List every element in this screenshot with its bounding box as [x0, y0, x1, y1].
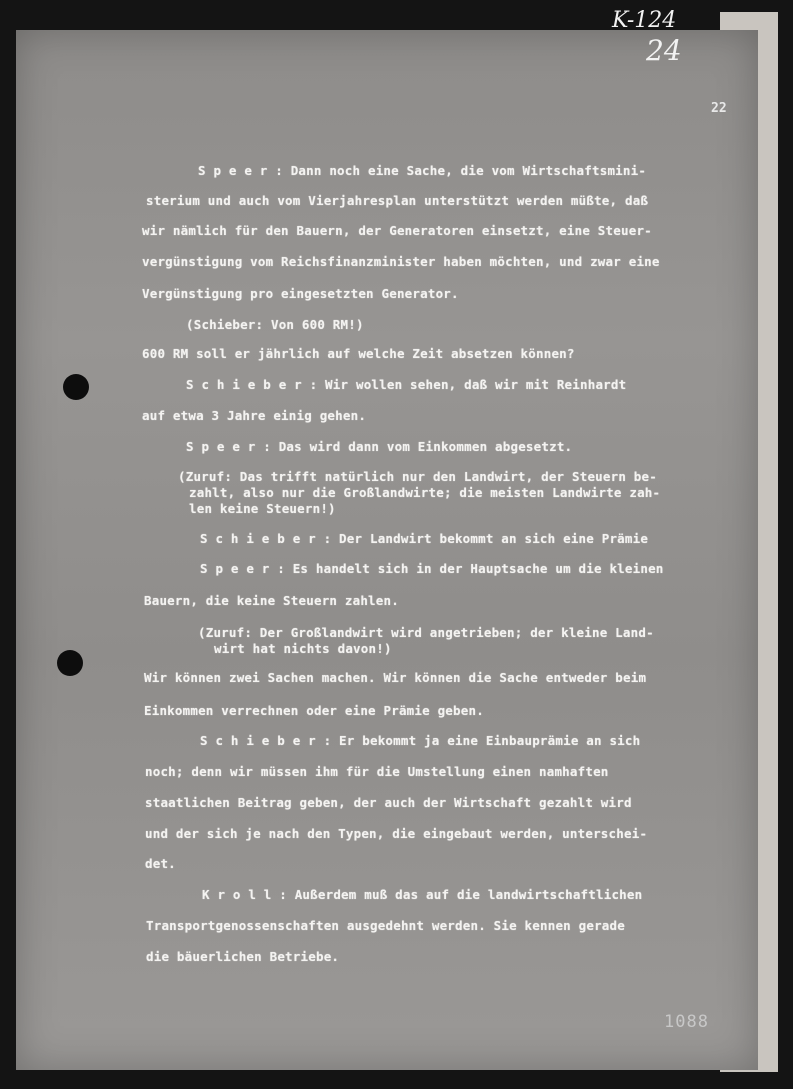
stamp-number: 1088: [664, 1012, 709, 1032]
text-line: Wir können zwei Sachen machen. Wir können die Sache entweder beim: [144, 670, 647, 685]
text-line: Bauern, die keine Steuern zahlen.: [144, 593, 399, 608]
text-line: S c h i e b e r : Er bekommt ja eine Einbauprämie an sich: [200, 733, 641, 748]
text-line: und der sich je nach den Typen, die eingebaut werden, unterschei-: [145, 826, 648, 841]
text-line: 600 RM soll er jährlich auf welche Zeit absetzen können?: [142, 346, 575, 361]
text-line: vergünstigung vom Reichsfinanzminister haben möchten, und zwar eine: [142, 254, 660, 269]
text-line: auf etwa 3 Jahre einig gehen.: [142, 408, 367, 423]
text-line: S p e e r : Es handelt sich in der Hauptsache um die kleinen: [200, 561, 664, 576]
document-page: [16, 30, 758, 1070]
interjection-line: zahlt, also nur die Großlandwirte; die meisten Landwirte zah-: [189, 485, 661, 500]
interjection-line: (Schieber: Von 600 RM!): [186, 317, 364, 332]
text-line: Vergünstigung pro eingesetzten Generator.: [142, 286, 459, 301]
text-line: noch; denn wir müssen ihm für die Umstellung einen namhaften: [145, 764, 609, 779]
text-line: Einkommen verrechnen oder eine Prämie geben.: [144, 703, 484, 718]
text-line: S p e e r : Das wird dann vom Einkommen abgesetzt.: [186, 439, 573, 454]
text-line: S p e e r : Dann noch eine Sache, die vom Wirtschaftsmini-: [198, 163, 647, 178]
text-line: K r o l l : Außerdem muß das auf die landwirtschaftlichen: [202, 887, 643, 902]
interjection-line: (Zuruf: Der Großlandwirt wird angetrieben; der kleine Land-: [198, 625, 654, 640]
interjection-line: len keine Steuern!): [189, 501, 336, 516]
text-line: S c h i e b e r : Wir wollen sehen, daß wir mit Reinhardt: [186, 377, 627, 392]
punch-hole-bottom: [57, 650, 83, 676]
text-line: wir nämlich für den Bauern, der Generatoren einsetzt, eine Steuer-: [142, 223, 652, 238]
page-number: 22: [711, 101, 727, 116]
text-line: S c h i e b e r : Der Landwirt bekommt an sich eine Prämie: [200, 531, 649, 546]
punch-hole-top: [63, 374, 89, 400]
archive-mark-line1: K-124: [612, 8, 677, 33]
text-line: det.: [145, 856, 176, 871]
text-line: Transportgenossenschaften ausgedehnt werden. Sie kennen gerade: [146, 918, 625, 933]
text-line: sterium und auch vom Vierjahresplan unterstützt werden müßte, daß: [146, 193, 649, 208]
text-line: die bäuerlichen Betriebe.: [146, 949, 340, 964]
interjection-line: wirt hat nichts davon!): [214, 641, 392, 656]
text-line: staatlichen Beitrag geben, der auch der Wirtschaft gezahlt wird: [145, 795, 632, 810]
archive-mark-line2: 24: [646, 34, 682, 67]
interjection-line: (Zuruf: Das trifft natürlich nur den Landwirt, der Steuern be-: [178, 469, 657, 484]
